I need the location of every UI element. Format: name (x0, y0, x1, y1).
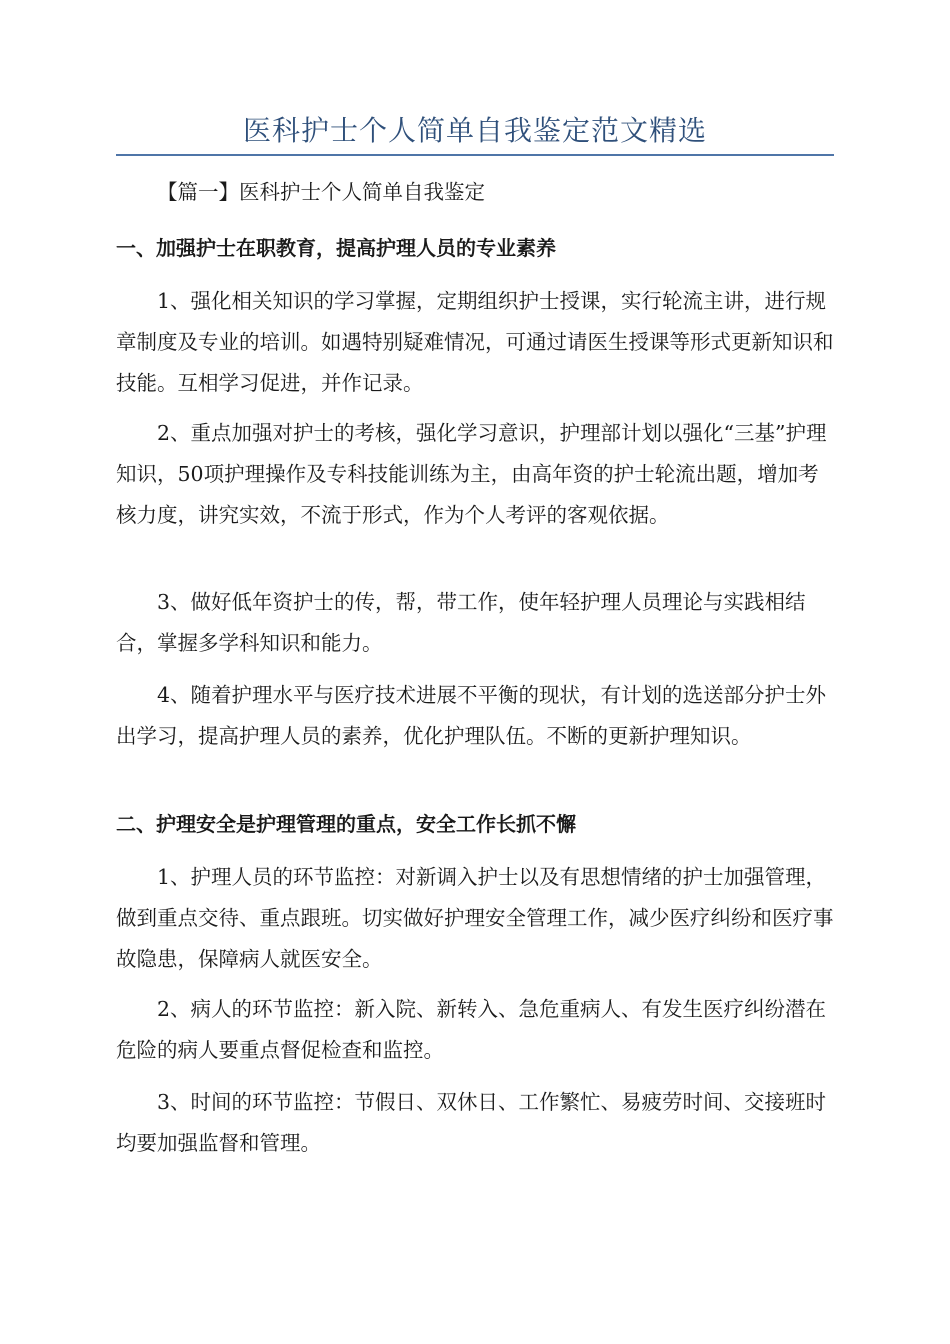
section-2-paragraph-1: 1、护理人员的环节监控：对新调入护士以及有思想情绪的护士加强管理，做到重点交待、重点跟班。切实做好护理安全管理工作，减少医疗纠纷和医疗事故隐患，保障病人就医安全。 (116, 865, 834, 971)
section-1-paragraph-2: 2、重点加强对护士的考核，强化学习意识，护理部计划以强化“三基”护理知识，50项护理操作及专科技能训练为主，由高年资的护士轮流出题，增加考核力度，讲究实效，不流于形式，作为个人考评的客观依据。 (116, 421, 827, 527)
title-underline (116, 154, 834, 156)
document-title: 医科护士个人简单自我鉴定范文精选 (242, 114, 707, 147)
section-1-paragraph-4: 4、随着护理水平与医疗技术进展不平衡的现状，有计划的选送部分护士外出学习，提高护理人员的素养，优化护理队伍。不断的更新护理知识。 (116, 683, 827, 748)
section-2-heading: 二、护理安全是护理管理的重点，安全工作长抓不懈 (116, 812, 576, 836)
section-1-heading: 一、加强护士在职教育，提高护理人员的专业素养 (116, 236, 556, 260)
section-2-paragraph-2: 2、病人的环节监控：新入院、新转入、急危重病人、有发生医疗纠纷潜在危险的病人要重点督促检查和监控。 (116, 997, 827, 1062)
section-1-paragraph-1: 1、强化相关知识的学习掌握，定期组织护士授课，实行轮流主讲，进行规章制度及专业的培训。如遇特别疑难情况，可通过请医生授课等形式更新知识和技能。互相学习促进，并作记录。 (116, 289, 834, 395)
section-2-paragraph-3: 3、时间的环节监控：节假日、双休日、工作繁忙、易疲劳时间、交接班时均要加强监督和管理。 (116, 1090, 827, 1155)
section-1-paragraph-3: 3、做好低年资护士的传，帮，带工作，使年轻护理人员理论与实践相结合，掌握多学科知识和能力。 (116, 590, 806, 655)
document-subtitle: 【篇一】医科护士个人简单自我鉴定 (157, 180, 485, 204)
